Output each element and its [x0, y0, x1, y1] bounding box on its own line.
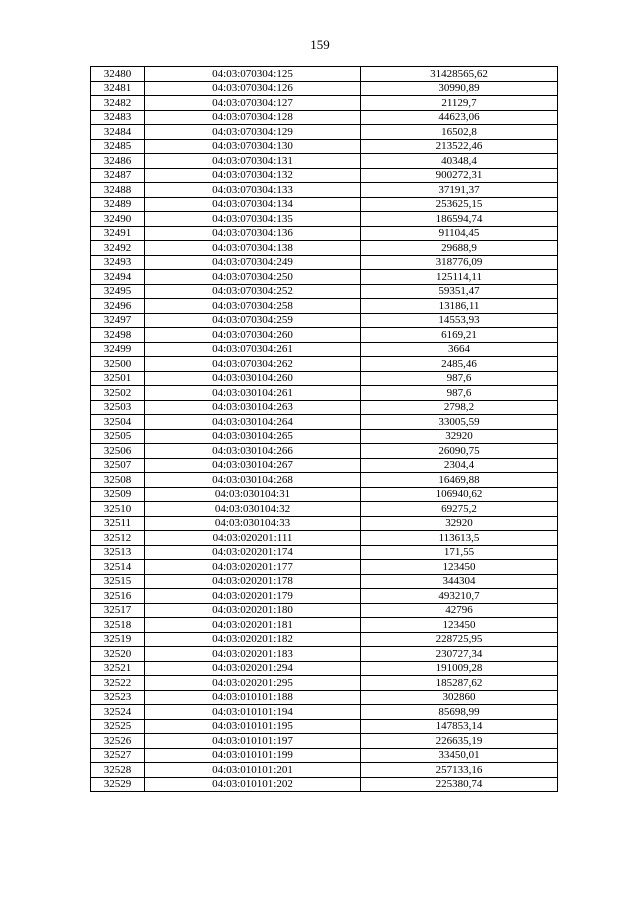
table-row	[91, 545, 558, 560]
cadastral-number-cell: 04:03:010101:197	[145, 734, 361, 749]
cadastral-value-cell: 185287,62	[361, 676, 558, 691]
row-number-cell: 32521	[91, 661, 145, 676]
cadastral-number-cell: 04:03:070304:131	[145, 154, 361, 169]
cadastral-number-cell: 04:03:030104:266	[145, 444, 361, 459]
table-row	[91, 284, 558, 299]
row-number-cell: 32483	[91, 110, 145, 125]
table-row	[91, 357, 558, 372]
table-row	[91, 139, 558, 154]
cadastral-number-cell: 04:03:010101:202	[145, 777, 361, 792]
table-row	[91, 502, 558, 517]
cadastral-value-cell: 30990,89	[361, 81, 558, 96]
table-row	[91, 415, 558, 430]
cadastral-number-cell: 04:03:070304:252	[145, 284, 361, 299]
row-number-cell: 32520	[91, 647, 145, 662]
table-row	[91, 241, 558, 256]
table-row	[91, 763, 558, 778]
row-number-cell: 32489	[91, 197, 145, 212]
cadastral-value-cell: 3664	[361, 342, 558, 357]
table-row	[91, 386, 558, 401]
table-body	[91, 67, 558, 792]
cadastral-number-cell: 04:03:030104:260	[145, 371, 361, 386]
table-row	[91, 299, 558, 314]
row-number-cell: 32492	[91, 241, 145, 256]
row-number-cell: 32513	[91, 545, 145, 560]
row-number-cell: 32506	[91, 444, 145, 459]
table-row	[91, 197, 558, 212]
row-number-cell: 32514	[91, 560, 145, 575]
row-number-cell: 32508	[91, 473, 145, 488]
table-row	[91, 226, 558, 241]
cadastral-value-cell: 40348,4	[361, 154, 558, 169]
cadastral-number-cell: 04:03:070304:135	[145, 212, 361, 227]
table-row	[91, 719, 558, 734]
row-number-cell: 32485	[91, 139, 145, 154]
table-row	[91, 96, 558, 111]
row-number-cell: 32486	[91, 154, 145, 169]
row-number-cell: 32512	[91, 531, 145, 546]
cadastral-value-cell: 125114,11	[361, 270, 558, 285]
row-number-cell: 32509	[91, 487, 145, 502]
cadastral-value-cell: 213522,46	[361, 139, 558, 154]
table-row	[91, 342, 558, 357]
cadastral-value-cell: 318776,09	[361, 255, 558, 270]
cadastral-value-table	[90, 66, 558, 792]
row-number-cell: 32500	[91, 357, 145, 372]
cadastral-value-cell: 29688,9	[361, 241, 558, 256]
cadastral-number-cell: 04:03:020201:179	[145, 589, 361, 604]
cadastral-value-cell: 987,6	[361, 371, 558, 386]
row-number-cell: 32494	[91, 270, 145, 285]
row-number-cell: 32493	[91, 255, 145, 270]
table-row	[91, 487, 558, 502]
row-number-cell: 32480	[91, 67, 145, 82]
cadastral-number-cell: 04:03:020201:181	[145, 618, 361, 633]
cadastral-number-cell: 04:03:010101:195	[145, 719, 361, 734]
table-row	[91, 270, 558, 285]
table-row	[91, 313, 558, 328]
table-row	[91, 531, 558, 546]
cadastral-number-cell: 04:03:070304:250	[145, 270, 361, 285]
row-number-cell: 32498	[91, 328, 145, 343]
row-number-cell: 32516	[91, 589, 145, 604]
table-row	[91, 618, 558, 633]
table-row	[91, 647, 558, 662]
cadastral-number-cell: 04:03:070304:133	[145, 183, 361, 198]
cadastral-number-cell: 04:03:030104:263	[145, 400, 361, 415]
table-row	[91, 676, 558, 691]
table-row	[91, 777, 558, 792]
cadastral-value-cell: 26090,75	[361, 444, 558, 459]
table-row	[91, 748, 558, 763]
table-row	[91, 690, 558, 705]
table-row	[91, 154, 558, 169]
row-number-cell: 32528	[91, 763, 145, 778]
cadastral-number-cell: 04:03:070304:130	[145, 139, 361, 154]
table-row	[91, 371, 558, 386]
cadastral-number-cell: 04:03:070304:261	[145, 342, 361, 357]
cadastral-number-cell: 04:03:010101:194	[145, 705, 361, 720]
row-number-cell: 32529	[91, 777, 145, 792]
row-number-cell: 32507	[91, 458, 145, 473]
table-row	[91, 110, 558, 125]
table-row	[91, 589, 558, 604]
table-row	[91, 574, 558, 589]
table-row	[91, 560, 558, 575]
cadastral-number-cell: 04:03:030104:265	[145, 429, 361, 444]
cadastral-number-cell: 04:03:030104:264	[145, 415, 361, 430]
cadastral-number-cell: 04:03:030104:33	[145, 516, 361, 531]
cadastral-value-cell: 31428565,62	[361, 67, 558, 82]
cadastral-number-cell: 04:03:020201:295	[145, 676, 361, 691]
cadastral-value-cell: 230727,34	[361, 647, 558, 662]
cadastral-number-cell: 04:03:070304:259	[145, 313, 361, 328]
table-row	[91, 183, 558, 198]
cadastral-number-cell: 04:03:030104:267	[145, 458, 361, 473]
cadastral-number-cell: 04:03:020201:180	[145, 603, 361, 618]
cadastral-value-cell: 191009,28	[361, 661, 558, 676]
cadastral-number-cell: 04:03:010101:201	[145, 763, 361, 778]
cadastral-number-cell: 04:03:020201:183	[145, 647, 361, 662]
cadastral-value-cell: 33005,59	[361, 415, 558, 430]
row-number-cell: 32482	[91, 96, 145, 111]
row-number-cell: 32496	[91, 299, 145, 314]
table-row	[91, 81, 558, 96]
row-number-cell: 32515	[91, 574, 145, 589]
table-row	[91, 458, 558, 473]
table-row	[91, 473, 558, 488]
cadastral-value-cell: 16469,88	[361, 473, 558, 488]
cadastral-value-cell: 32920	[361, 516, 558, 531]
cadastral-number-cell: 04:03:070304:136	[145, 226, 361, 241]
table-row	[91, 255, 558, 270]
table-row	[91, 67, 558, 82]
cadastral-number-cell: 04:03:070304:132	[145, 168, 361, 183]
cadastral-number-cell: 04:03:020201:174	[145, 545, 361, 560]
cadastral-number-cell: 04:03:070304:138	[145, 241, 361, 256]
cadastral-number-cell: 04:03:030104:32	[145, 502, 361, 517]
page-number: 159	[310, 37, 330, 52]
cadastral-value-cell: 33450,01	[361, 748, 558, 763]
row-number-cell: 32495	[91, 284, 145, 299]
cadastral-value-cell: 14553,93	[361, 313, 558, 328]
row-number-cell: 32501	[91, 371, 145, 386]
cadastral-value-cell: 186594,74	[361, 212, 558, 227]
row-number-cell: 32490	[91, 212, 145, 227]
row-number-cell: 32491	[91, 226, 145, 241]
cadastral-number-cell: 04:03:020201:111	[145, 531, 361, 546]
row-number-cell: 32499	[91, 342, 145, 357]
cadastral-value-cell: 225380,74	[361, 777, 558, 792]
cadastral-value-cell: 13186,11	[361, 299, 558, 314]
row-number-cell: 32503	[91, 400, 145, 415]
cadastral-number-cell: 04:03:010101:199	[145, 748, 361, 763]
cadastral-number-cell: 04:03:020201:182	[145, 632, 361, 647]
cadastral-value-cell: 257133,16	[361, 763, 558, 778]
cadastral-number-cell: 04:03:070304:262	[145, 357, 361, 372]
row-number-cell: 32488	[91, 183, 145, 198]
cadastral-value-cell: 253625,15	[361, 197, 558, 212]
cadastral-number-cell: 04:03:070304:125	[145, 67, 361, 82]
table-row	[91, 125, 558, 140]
row-number-cell: 32484	[91, 125, 145, 140]
row-number-cell: 32481	[91, 81, 145, 96]
table-row	[91, 603, 558, 618]
row-number-cell: 32497	[91, 313, 145, 328]
table-row	[91, 632, 558, 647]
table-row	[91, 400, 558, 415]
row-number-cell: 32526	[91, 734, 145, 749]
row-number-cell: 32504	[91, 415, 145, 430]
cadastral-value-cell: 147853,14	[361, 719, 558, 734]
cadastral-number-cell: 04:03:020201:178	[145, 574, 361, 589]
table-row	[91, 516, 558, 531]
cadastral-value-cell: 32920	[361, 429, 558, 444]
cadastral-number-cell: 04:03:070304:127	[145, 96, 361, 111]
cadastral-value-cell: 2798,2	[361, 400, 558, 415]
row-number-cell: 32522	[91, 676, 145, 691]
cadastral-value-cell: 228725,95	[361, 632, 558, 647]
table-row	[91, 328, 558, 343]
cadastral-value-cell: 171,55	[361, 545, 558, 560]
row-number-cell: 32519	[91, 632, 145, 647]
cadastral-value-cell: 16502,8	[361, 125, 558, 140]
cadastral-value-cell: 123450	[361, 618, 558, 633]
row-number-cell: 32527	[91, 748, 145, 763]
cadastral-number-cell: 04:03:030104:268	[145, 473, 361, 488]
cadastral-value-cell: 42796	[361, 603, 558, 618]
cadastral-value-cell: 123450	[361, 560, 558, 575]
row-number-cell: 32523	[91, 690, 145, 705]
table-row	[91, 705, 558, 720]
cadastral-number-cell: 04:03:070304:134	[145, 197, 361, 212]
cadastral-value-cell: 900272,31	[361, 168, 558, 183]
cadastral-value-cell: 2485,46	[361, 357, 558, 372]
cadastral-number-cell: 04:03:070304:249	[145, 255, 361, 270]
row-number-cell: 32487	[91, 168, 145, 183]
row-number-cell: 32510	[91, 502, 145, 517]
cadastral-number-cell: 04:03:010101:188	[145, 690, 361, 705]
row-number-cell: 32511	[91, 516, 145, 531]
cadastral-value-cell: 113613,5	[361, 531, 558, 546]
cadastral-value-cell: 85698,99	[361, 705, 558, 720]
cadastral-value-cell: 37191,37	[361, 183, 558, 198]
cadastral-number-cell: 04:03:030104:31	[145, 487, 361, 502]
table-row	[91, 168, 558, 183]
row-number-cell: 32525	[91, 719, 145, 734]
cadastral-number-cell: 04:03:020201:177	[145, 560, 361, 575]
cadastral-value-cell: 226635,19	[361, 734, 558, 749]
cadastral-number-cell: 04:03:030104:261	[145, 386, 361, 401]
table-row	[91, 212, 558, 227]
row-number-cell: 32524	[91, 705, 145, 720]
cadastral-number-cell: 04:03:070304:258	[145, 299, 361, 314]
table-row	[91, 444, 558, 459]
cadastral-value-cell: 69275,2	[361, 502, 558, 517]
row-number-cell: 32505	[91, 429, 145, 444]
table-row	[91, 429, 558, 444]
table-row	[91, 734, 558, 749]
cadastral-value-cell: 44623,06	[361, 110, 558, 125]
cadastral-value-cell: 6169,21	[361, 328, 558, 343]
cadastral-number-cell: 04:03:070304:129	[145, 125, 361, 140]
cadastral-value-cell: 21129,7	[361, 96, 558, 111]
cadastral-number-cell: 04:03:070304:126	[145, 81, 361, 96]
cadastral-number-cell: 04:03:020201:294	[145, 661, 361, 676]
table-row	[91, 661, 558, 676]
cadastral-value-cell: 91104,45	[361, 226, 558, 241]
cadastral-value-cell: 106940,62	[361, 487, 558, 502]
cadastral-number-cell: 04:03:070304:128	[145, 110, 361, 125]
cadastral-value-cell: 59351,47	[361, 284, 558, 299]
cadastral-value-cell: 302860	[361, 690, 558, 705]
row-number-cell: 32518	[91, 618, 145, 633]
cadastral-value-cell: 493210,7	[361, 589, 558, 604]
cadastral-value-cell: 987,6	[361, 386, 558, 401]
cadastral-value-cell: 344304	[361, 574, 558, 589]
cadastral-number-cell: 04:03:070304:260	[145, 328, 361, 343]
row-number-cell: 32502	[91, 386, 145, 401]
cadastral-value-cell: 2304,4	[361, 458, 558, 473]
row-number-cell: 32517	[91, 603, 145, 618]
